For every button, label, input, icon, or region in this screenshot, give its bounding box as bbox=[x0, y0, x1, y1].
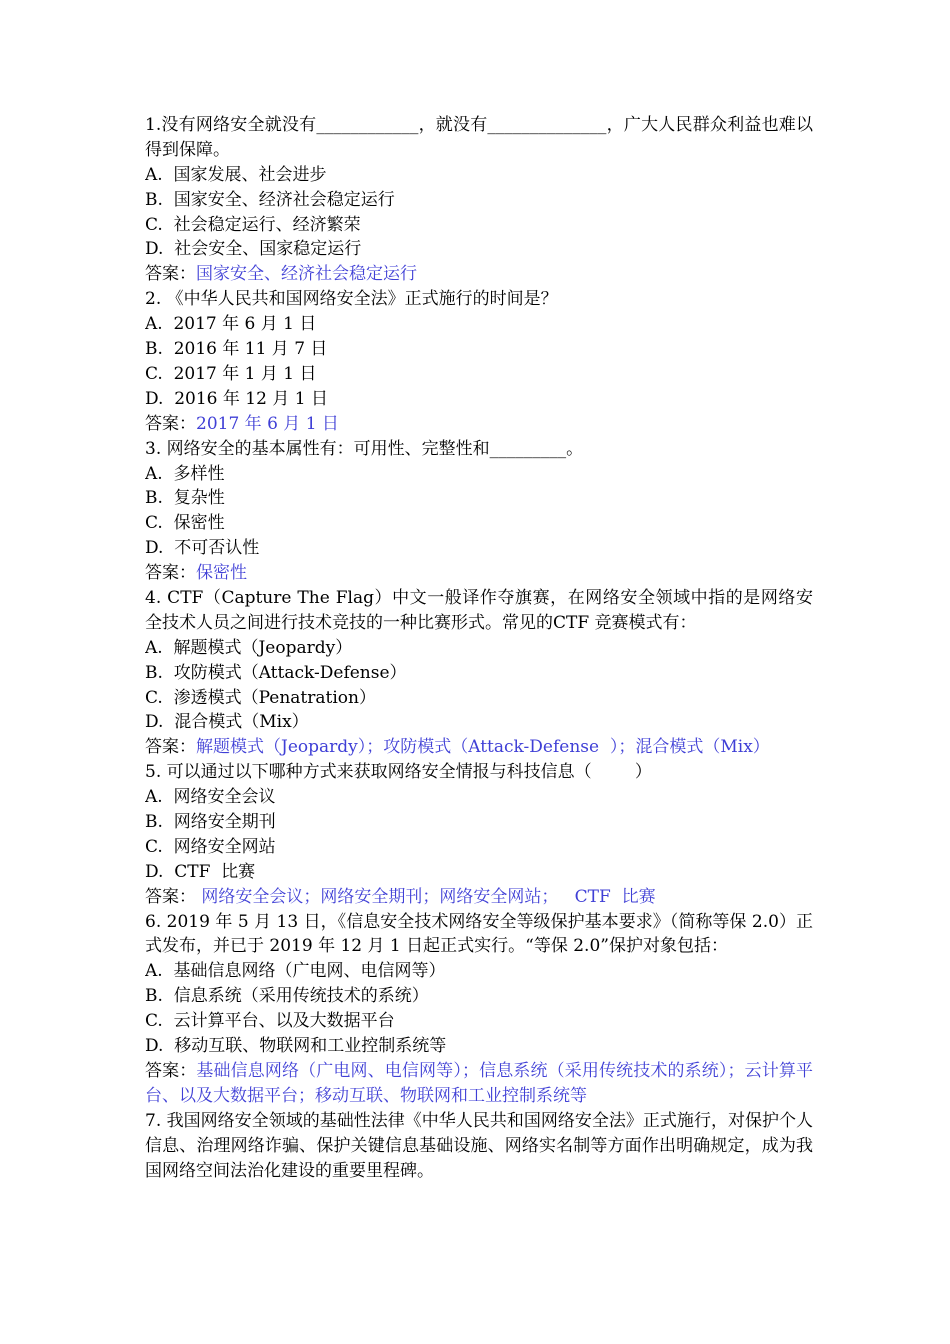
option-d: D. 不可否认性 bbox=[145, 538, 260, 559]
option-a: A. 多样性 bbox=[145, 463, 225, 484]
answer-line bbox=[145, 735, 813, 760]
question-5 bbox=[145, 760, 813, 909]
option-d: D. 社会安全、国家稳定运行 bbox=[145, 239, 362, 260]
question-6 bbox=[145, 910, 813, 1109]
question-stem: 6. 2019 年 5 月 13 日，《信息安全技术网络安全等级保护基本要求》（简称等保 2.0）正式发布，并已于 2019 年 12 月 1 日起正式实行。“等保 2.0”保护对象包括： bbox=[145, 911, 813, 957]
answer-label: 答案： bbox=[145, 563, 196, 584]
answer-line bbox=[145, 1059, 813, 1109]
option-b: B. 2016 年 11 月 7 日 bbox=[145, 339, 328, 360]
answer-text: 基础信息网络（广电网、电信网等）；信息系统（采用传统技术的系统）；云计算平台、以及大数据平台；移动互联、物联网和工业控制系统等 bbox=[145, 1060, 814, 1106]
option-a: A. 网络安全会议 bbox=[145, 787, 276, 808]
option-c: C. 渗透模式（Penatration） bbox=[145, 687, 376, 708]
answer-text: 解题模式（Jeopardy）；攻防模式（Attack-Defense ）；混合模式（Mix） bbox=[196, 737, 770, 758]
question-stem: 2. 《中华人民共和国网络安全法》正式施行的时间是？ bbox=[145, 289, 558, 310]
document-page bbox=[145, 113, 813, 1183]
question-stem: 1.没有网络安全就没有____________，就没有______________，广大人民群众利益也难以得到保障。 bbox=[145, 115, 813, 160]
answer-label: 答案： bbox=[145, 886, 196, 907]
option-b: B. 攻防模式（Attack-Defense） bbox=[145, 662, 407, 683]
answer-text: 网络安全会议；网络安全期刊；网络安全网站； CTF 比赛 bbox=[196, 886, 656, 907]
question-1 bbox=[145, 113, 813, 287]
answer-label: 答案： bbox=[145, 737, 196, 758]
option-a: A. 解题模式（Jeopardy） bbox=[145, 637, 353, 658]
option-b: B. 复杂性 bbox=[145, 488, 225, 509]
option-c: C. 保密性 bbox=[145, 513, 225, 534]
question-7 bbox=[145, 1109, 813, 1184]
option-b: B. 信息系统（采用传统技术的系统） bbox=[145, 986, 429, 1007]
option-d: D. 混合模式（Mix） bbox=[145, 712, 309, 733]
option-b: B. 国家安全、经济社会稳定运行 bbox=[145, 189, 395, 210]
answer-line bbox=[145, 262, 813, 287]
question-stem: 3. 网络安全的基本属性有：可用性、完整性和_________。 bbox=[145, 438, 584, 459]
question-stem: 4. CTF（Capture The Flag）中文一般译作夺旗赛，在网络安全领域中指的是网络安全技术人员之间进行技术竞技的一种比赛形式。常见的CTF 竞赛模式有： bbox=[145, 587, 813, 633]
option-b: B. 网络安全期刊 bbox=[145, 812, 276, 832]
question-3 bbox=[145, 437, 813, 586]
option-a: A. 2017 年 6 月 1 日 bbox=[145, 314, 317, 335]
option-d: D. CTF 比赛 bbox=[145, 861, 256, 882]
answer-label: 答案： bbox=[145, 264, 196, 285]
question-stem: 5. 可以通过以下哪种方式来获取网络安全情报与科技信息（ ） bbox=[145, 762, 652, 783]
option-c: C. 社会稳定运行、经济繁荣 bbox=[145, 214, 361, 235]
option-c: C. 云计算平台、以及大数据平台 bbox=[145, 1011, 395, 1032]
option-c: C. 2017 年 1 月 1 日 bbox=[145, 363, 317, 384]
answer-line bbox=[145, 561, 813, 586]
question-4 bbox=[145, 586, 813, 760]
answer-text: 保密性 bbox=[196, 563, 247, 584]
option-d: D. 移动互联、物联网和工业控制系统等 bbox=[145, 1036, 447, 1057]
question-stem: 7. 我国网络安全领域的基础性法律《中华人民共和国网络安全法》正式施行，对保护个人信息、治理网络诈骗、保护关键信息基础设施、网络实名制等方面作出明确规定，成为我国网络空间法治化建设的重要里程碑。 bbox=[145, 1110, 813, 1181]
answer-text: 2017 年 6 月 1 日 bbox=[196, 413, 339, 434]
question-2 bbox=[145, 287, 813, 436]
answer-line bbox=[145, 412, 813, 437]
answer-line bbox=[145, 885, 813, 910]
option-a: A. 基础信息网络（广电网、电信网等） bbox=[145, 961, 446, 982]
answer-text: 国家安全、经济社会稳定运行 bbox=[196, 264, 417, 285]
option-a: A. 国家发展、社会进步 bbox=[145, 164, 327, 185]
answer-label: 答案： bbox=[145, 1060, 197, 1081]
option-d: D. 2016 年 12 月 1 日 bbox=[145, 388, 328, 409]
answer-label: 答案： bbox=[145, 413, 196, 434]
option-c: C. 网络安全网站 bbox=[145, 836, 276, 857]
